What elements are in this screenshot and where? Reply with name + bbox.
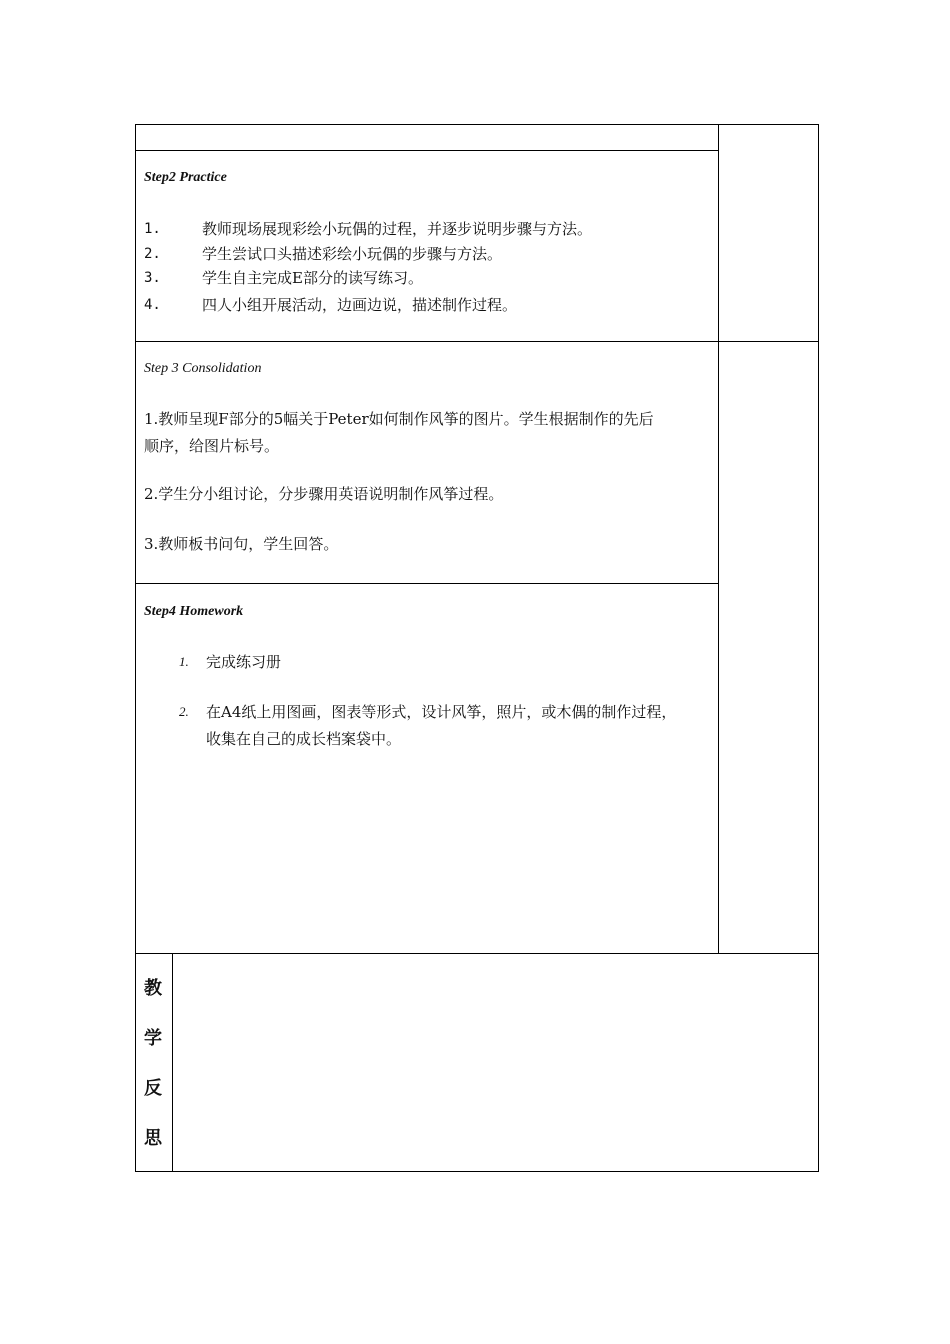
homework-item-1-number: 1.: [179, 654, 189, 669]
consolidation-paragraph-1-line-1: 1.教师呈现F部分的5幅关于Peter如何制作风筝的图片。学生根据制作的先后: [144, 410, 654, 428]
table-right-border: [818, 124, 819, 1172]
consolidation-paragraph-1-line-2: 顺序，给图片标号。: [144, 437, 280, 455]
practice-item-3-text: 学生自主完成E部分的读写练习。: [202, 269, 423, 287]
row-divider-practice: [135, 341, 819, 342]
column-divider: [718, 124, 719, 954]
homework-item-2-line-2: 收集在自己的成长档案袋中。: [206, 730, 402, 748]
row-divider-homework: [135, 953, 819, 954]
row-divider-empty: [135, 150, 719, 151]
consolidation-heading: Step 3 Consolidation: [144, 361, 262, 376]
practice-item-4-text: 四人小组开展活动，边画边说，描述制作过程。: [202, 296, 518, 314]
homework-item-2-line-1: 在A4纸上用图画，图表等形式，设计风筝，照片，或木偶的制作过程，: [206, 703, 677, 721]
practice-heading: Step2 Practice: [144, 170, 227, 185]
reflection-label-char-1: 教: [144, 978, 162, 999]
reflection-label-char-3: 反: [144, 1078, 162, 1099]
reflection-label-divider: [172, 953, 173, 1172]
homework-item-2-number: 2.: [179, 704, 189, 719]
table-top-border: [135, 124, 819, 125]
table-bottom-border: [135, 1171, 819, 1172]
practice-item-2-text: 学生尝试口头描述彩绘小玩偶的步骤与方法。: [202, 245, 503, 263]
practice-item-4-number: 4.: [144, 297, 161, 313]
practice-item-2-number: 2.: [144, 246, 161, 262]
consolidation-paragraph-3: 3.教师板书问句，学生回答。: [144, 535, 339, 553]
practice-item-1-text: 教师现场展现彩绘小玩偶的过程，并逐步说明步骤与方法。: [202, 220, 593, 238]
table-left-border: [135, 124, 136, 1172]
practice-item-1-number: 1.: [144, 221, 161, 237]
homework-heading: Step4 Homework: [144, 604, 244, 619]
consolidation-paragraph-2: 2.学生分小组讨论，分步骤用英语说明制作风筝过程。: [144, 485, 504, 503]
practice-item-3-number: 3.: [144, 270, 161, 286]
row-divider-consolidation: [135, 583, 719, 584]
reflection-label-char-4: 思: [144, 1128, 162, 1149]
homework-item-1-text: 完成练习册: [206, 653, 282, 671]
reflection-label-char-2: 学: [144, 1028, 162, 1049]
